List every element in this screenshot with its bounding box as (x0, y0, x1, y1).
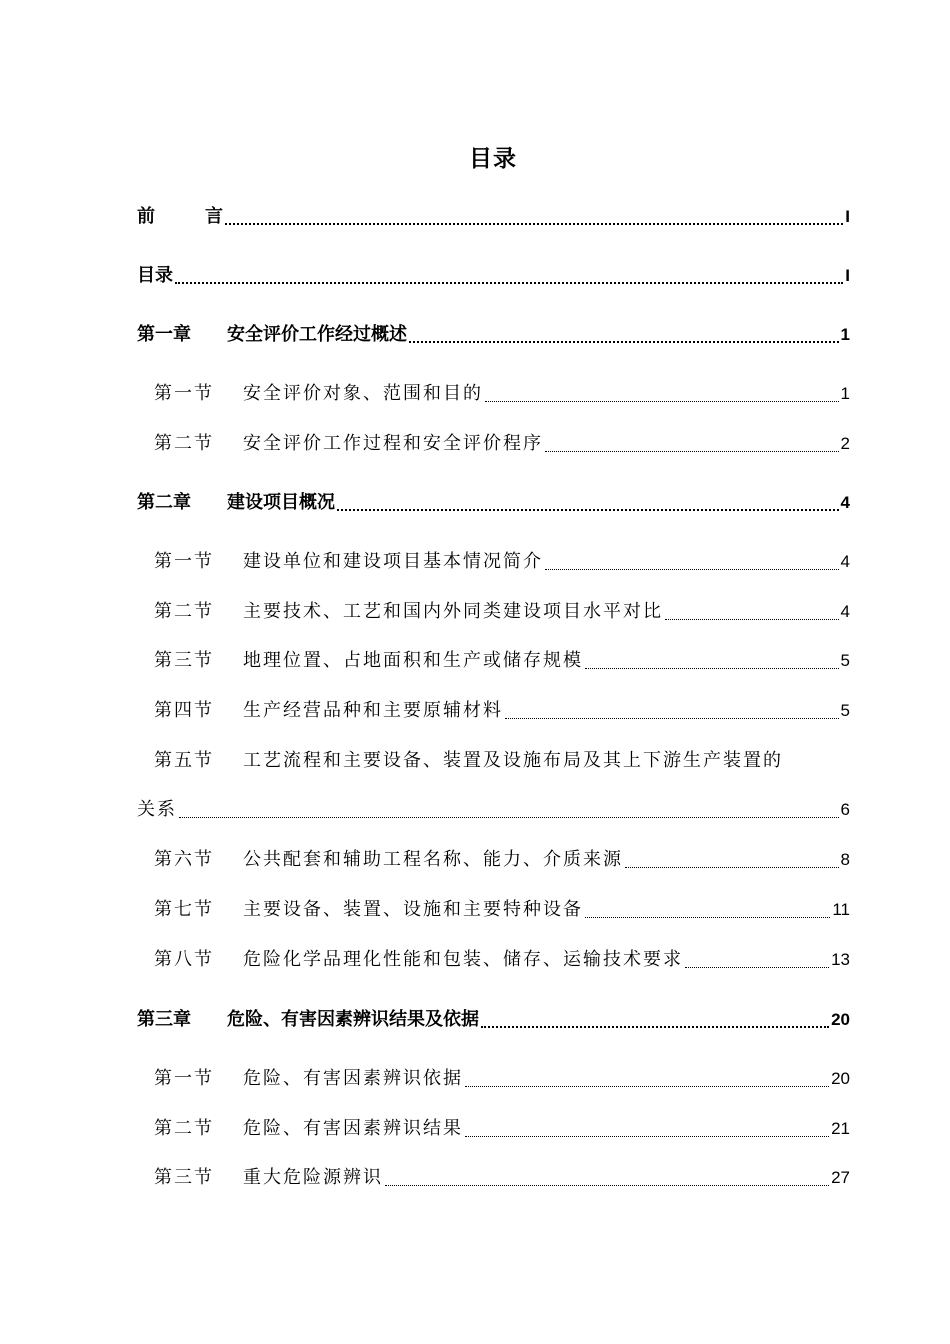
toc-entry-section[interactable] (137, 1163, 850, 1193)
toc-entry-section[interactable] (137, 429, 850, 459)
toc-entry-label: 重大危险源辨识 (243, 1167, 383, 1188)
toc-entry-label: 主要技术、工艺和国内外同类建设项目水平对比 (243, 601, 663, 622)
toc-entry-page: 11 (832, 900, 850, 919)
toc-entry-number: 第三章 (137, 1009, 191, 1030)
toc-entry-section[interactable] (137, 945, 850, 975)
toc-entry-number: 第三节 (154, 1167, 214, 1188)
toc-entry-label: 公共配套和辅助工程名称、能力、介质来源 (243, 849, 623, 870)
dot-leader (505, 701, 839, 721)
toc-entry-page: 4 (840, 602, 850, 621)
dot-leader (409, 325, 839, 345)
toc-entry-number: 第一节 (154, 383, 214, 404)
toc-entry-page: 20 (831, 1069, 850, 1088)
toc-entry-number: 前 (137, 206, 155, 227)
toc-entry-number: 第六节 (154, 849, 214, 870)
toc-entry-label: 安全评价对象、范围和目的 (243, 383, 483, 404)
dot-leader (481, 1010, 829, 1030)
toc-entry-page: 4 (840, 493, 850, 512)
dot-leader (175, 266, 843, 286)
toc-entry-section[interactable] (137, 646, 850, 676)
toc-entry-section[interactable] (137, 597, 850, 627)
toc-entry-label: 安全评价工作经过概述 (227, 324, 407, 345)
toc-entry-page: 1 (840, 325, 850, 344)
dot-leader (225, 207, 843, 227)
toc-entry-label: 生产经营品种和主要原辅材料 (243, 700, 503, 721)
dot-leader (179, 800, 839, 820)
dot-leader (485, 384, 839, 404)
toc-entry-section[interactable] (137, 1064, 850, 1094)
toc-entry-label: 建设单位和建设项目基本情况简介 (243, 551, 543, 572)
toc-entry-page: 4 (840, 552, 850, 571)
toc-entry-label: 危险、有害因素辨识结果及依据 (227, 1009, 479, 1030)
dot-leader (585, 900, 830, 920)
toc-entry-chapter-2[interactable] (137, 488, 850, 518)
toc-entry-label: 主要设备、装置、设施和主要特种设备 (243, 899, 583, 920)
dot-leader (685, 950, 829, 970)
toc-entry-page: 8 (840, 850, 850, 869)
toc-entry-number: 第二节 (154, 1118, 214, 1139)
toc-entry-page: 5 (840, 701, 850, 720)
toc-entry-label: 目录 (137, 265, 173, 286)
toc-entry-chapter-3[interactable] (137, 1005, 850, 1035)
dot-leader (545, 434, 839, 454)
toc-entry-page: 5 (840, 651, 850, 670)
toc-title: 目录 (469, 146, 517, 172)
toc-entry-number: 第一节 (154, 551, 214, 572)
dot-leader (665, 602, 839, 622)
toc-entry-label: 言 (205, 206, 223, 227)
toc-entry-section-wrapped[interactable] (154, 746, 850, 776)
toc-entry-section[interactable] (137, 379, 850, 409)
toc-entry-number: 第八节 (154, 949, 214, 970)
toc-entry-number: 第五节 (154, 750, 214, 771)
toc-entry-page: 21 (831, 1119, 850, 1138)
toc-entry-page: 20 (831, 1010, 850, 1029)
toc-entry-section[interactable] (137, 696, 850, 726)
toc-entry-contents[interactable] (137, 261, 850, 291)
toc-entry-preface[interactable] (137, 202, 850, 232)
toc-entry-continuation[interactable] (137, 795, 850, 825)
toc-entry-label-continuation: 关系 (137, 799, 177, 820)
toc-entry-number: 第二节 (154, 601, 214, 622)
dot-leader (545, 552, 839, 572)
toc-entry-section[interactable] (137, 547, 850, 577)
toc-entry-label: 危险、有害因素辨识依据 (243, 1068, 463, 1089)
toc-entry-page: 6 (840, 800, 850, 819)
toc-entry-number: 第七节 (154, 899, 214, 920)
toc-entry-label: 建设项目概况 (227, 492, 335, 513)
toc-entry-label: 工艺流程和主要设备、装置及设施布局及其上下游生产装置的 (243, 750, 783, 771)
toc-entry-label: 危险化学品理化性能和包装、储存、运输技术要求 (243, 949, 683, 970)
toc-entry-page: I (845, 207, 850, 226)
toc-entry-label: 安全评价工作过程和安全评价程序 (243, 433, 543, 454)
toc-entry-section[interactable] (137, 845, 850, 875)
dot-leader (337, 493, 839, 513)
dot-leader (385, 1168, 829, 1188)
toc-entry-page: 1 (840, 384, 850, 403)
dot-leader (625, 850, 839, 870)
toc-entry-chapter-1[interactable] (137, 320, 850, 350)
toc-entry-number: 第二节 (154, 433, 214, 454)
toc-entry-number: 第一节 (154, 1068, 214, 1089)
dot-leader (465, 1069, 829, 1089)
toc-entry-page: 13 (831, 950, 850, 969)
toc-entry-number: 第四节 (154, 700, 214, 721)
toc-entry-label: 地理位置、占地面积和生产或储存规模 (243, 650, 583, 671)
toc-entry-section[interactable] (137, 895, 850, 925)
dot-leader (585, 651, 839, 671)
toc-entry-page: I (845, 266, 850, 285)
dot-leader (465, 1119, 829, 1139)
toc-entry-number: 第三节 (154, 650, 214, 671)
toc-entry-number: 第二章 (137, 492, 191, 513)
toc-entry-page: 2 (840, 434, 850, 453)
toc-entry-label: 危险、有害因素辨识结果 (243, 1118, 463, 1139)
toc-entry-page: 27 (831, 1168, 850, 1187)
toc-entry-number: 第一章 (137, 324, 191, 345)
toc-entry-section[interactable] (137, 1114, 850, 1144)
